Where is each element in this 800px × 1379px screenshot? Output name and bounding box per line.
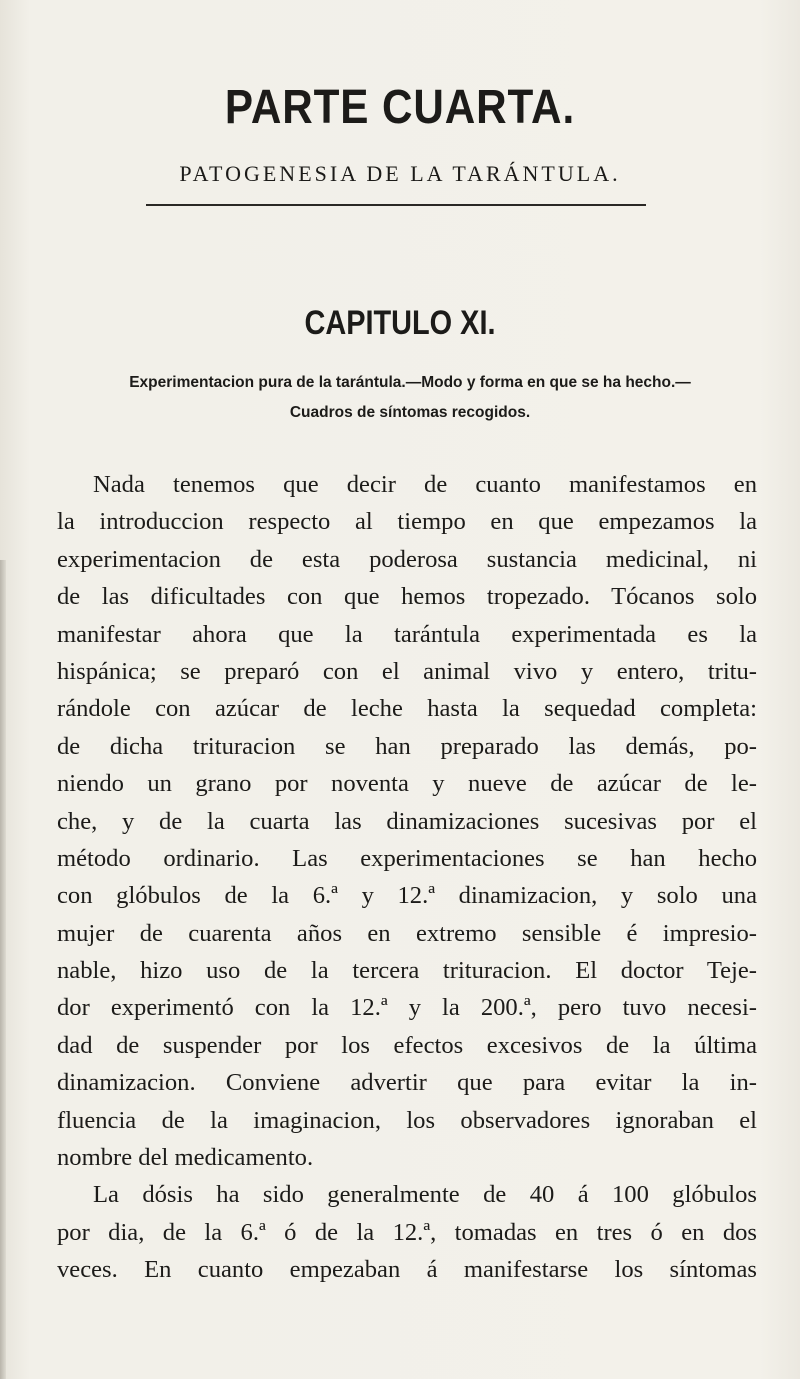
text-line: fluencia de la imaginacion, los observadores ignoraban el <box>57 1106 757 1134</box>
text-line: veces. En cuanto empezaban á manifestarse los síntomas <box>57 1256 757 1284</box>
text-line: por dia, de la 6.ª ó de la 12.ª, tomadas en tres ó en dos <box>57 1218 757 1246</box>
part-title: PARTE CUARTA. <box>224 81 576 134</box>
text-line: método ordinario. Las experimentaciones se han hecho <box>57 844 757 872</box>
text-line: che, y de la cuarta las dinamizaciones sucesivas por el <box>57 807 757 835</box>
text-line: niendo un grano por noventa y nueve de azúcar de le- <box>57 770 757 798</box>
text-line: de dicha trituracion se han preparado las demás, po- <box>57 732 757 760</box>
chapter-summary <box>50 368 770 428</box>
text-line: manifestar ahora que la tarántula experimentada es la <box>57 620 757 648</box>
text-line: nombre del medicamento. <box>57 1144 314 1172</box>
text-line: de las dificultades con que hemos tropezado. Tócanos solo <box>57 583 757 611</box>
text-line: dor experimentó con la 12.ª y la 200.ª, pero tuvo necesi- <box>57 994 757 1022</box>
text-line: La dósis ha sido generalmente de 40 á 100 glóbulos <box>93 1181 757 1209</box>
text-line: la introduccion respecto al tiempo en que empezamos la <box>57 508 757 536</box>
text-line: rándole con azúcar de leche hasta la sequedad completa: <box>57 695 757 723</box>
text-line: dad de suspender por los efectos excesivos de la última <box>57 1031 757 1059</box>
title-divider <box>146 204 646 206</box>
chapter-summary-line: Cuadros de síntomas recogidos. <box>289 404 531 421</box>
page-binding-shadow <box>0 560 6 1379</box>
chapter-summary-line: Experimentacion pura de la tarántula.—Modo y forma en que se ha hecho.— <box>129 374 691 391</box>
text-line: mujer de cuarenta años en extremo sensible é impresio- <box>57 919 757 947</box>
chapter-title: CAPITULO XI. <box>304 304 496 342</box>
text-line: hispánica; se preparó con el animal vivo y entero, tritu- <box>57 657 757 685</box>
body-text <box>57 466 757 1289</box>
text-line: Nada tenemos que decir de cuanto manifestamos en <box>93 471 757 498</box>
text-line: experimentacion de esta poderosa sustancia medicinal, ni <box>57 545 757 573</box>
text-line: nable, hizo uso de la tercera trituracion. El doctor Teje- <box>57 957 757 985</box>
text-line: dinamizacion. Conviene advertir que para evitar la in- <box>57 1069 757 1097</box>
text-line: con glóbulos de la 6.ª y 12.ª dinamizacion, y solo una <box>57 882 757 910</box>
section-subtitle: PATOGENESIA DE LA TARÁNTULA. <box>179 161 621 186</box>
